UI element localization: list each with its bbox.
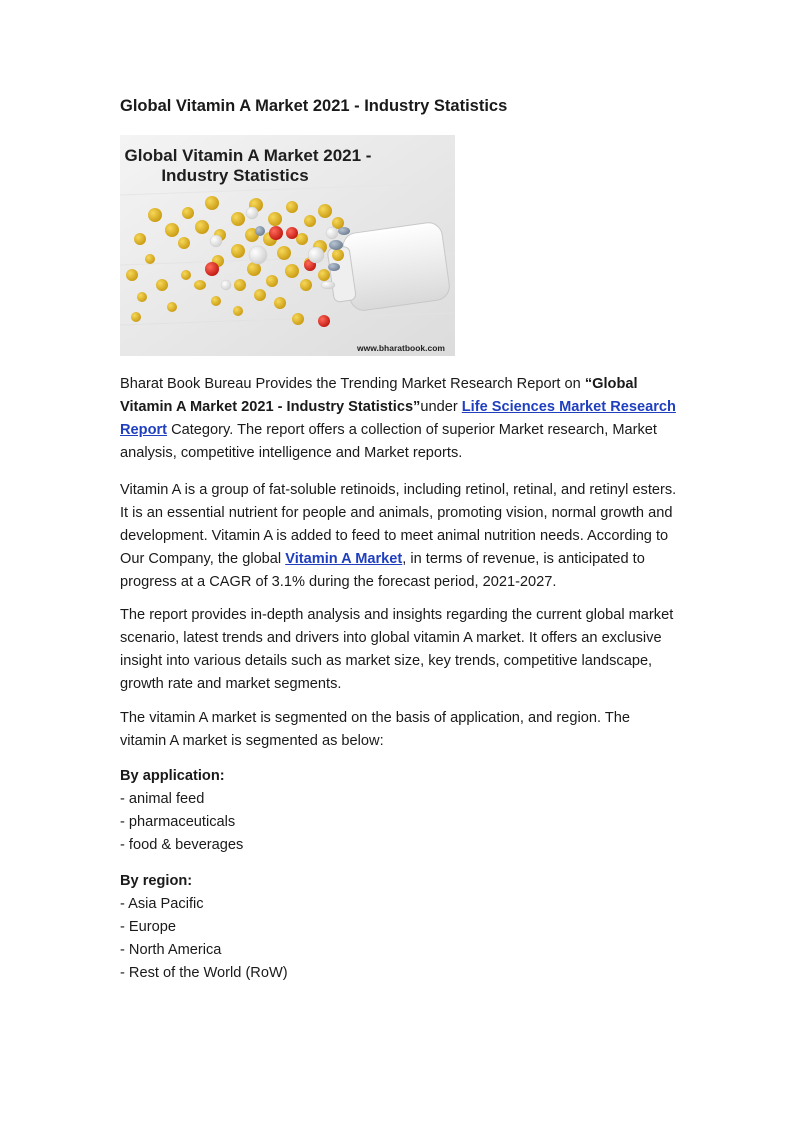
list-item: - pharmaceuticals bbox=[120, 814, 236, 830]
definition-text-1: Vitamin A is a group of fat-soluble retinoids, including retinol, retinal, and retinyl esters. It is an essential nutrient for people and animals, promoting vision, normal growth and development. Vitamin A is added to feed to meet animal nutrition needs. According to Our Company, the global bbox=[120, 482, 677, 567]
intro-text-3: Category. The report offers a collection of superior Market research, Market analysis, competitive intelligence and Market reports. bbox=[120, 422, 657, 461]
application-heading: By application: bbox=[120, 768, 225, 784]
list-item: - Asia Pacific bbox=[120, 896, 204, 912]
hero-headline-line2: Industry Statistics bbox=[161, 166, 309, 185]
document-title: Global Vitamin A Market 2021 - Industry Statistics bbox=[120, 97, 508, 115]
definition-text-2: , in terms of revenue, is anticipated to progress at a CAGR of 3.1% during the forecast period, 2021-2027. bbox=[120, 551, 645, 590]
hero-image bbox=[120, 135, 455, 356]
pills-illustration bbox=[120, 135, 455, 356]
intro-paragraph bbox=[120, 373, 680, 465]
intro-text-1: Bharat Book Bureau Provides the Trending Market Research Report on bbox=[120, 376, 585, 392]
region-heading: By region: bbox=[120, 873, 193, 889]
list-item: - North America bbox=[120, 942, 222, 958]
vitamin-a-market-link[interactable]: Vitamin A Market bbox=[285, 551, 403, 567]
list-item: - Rest of the World (RoW) bbox=[120, 965, 288, 981]
intro-report-title: “Global Vitamin A Market 2021 - Industry Statistics” bbox=[120, 376, 638, 415]
intro-text-2: under bbox=[420, 399, 462, 415]
list-item: - animal feed bbox=[120, 791, 205, 807]
list-item: - Europe bbox=[120, 919, 176, 935]
analysis-paragraph: The report provides in-depth analysis and insights regarding the current global market scenario, latest trends and drivers into global vitamin A market. It offers an exclusive insight into various details such as market size, key trends, competitive landscape, growth rate and market segments. bbox=[120, 607, 674, 692]
definition-paragraph bbox=[120, 479, 680, 594]
hero-watermark: www.bharatbook.com bbox=[356, 343, 445, 353]
life-sciences-report-link[interactable]: Life Sciences Market Research Report bbox=[120, 399, 676, 438]
segmentation-paragraph: The vitamin A market is segmented on the basis of application, and region. The vitamin A market is segmented as below: bbox=[120, 710, 630, 749]
application-segment-list bbox=[120, 765, 680, 857]
region-segment-list bbox=[120, 870, 680, 985]
list-item: - food & beverages bbox=[120, 837, 244, 853]
hero-headline-line1: Global Vitamin A Market 2021 - bbox=[124, 146, 372, 165]
